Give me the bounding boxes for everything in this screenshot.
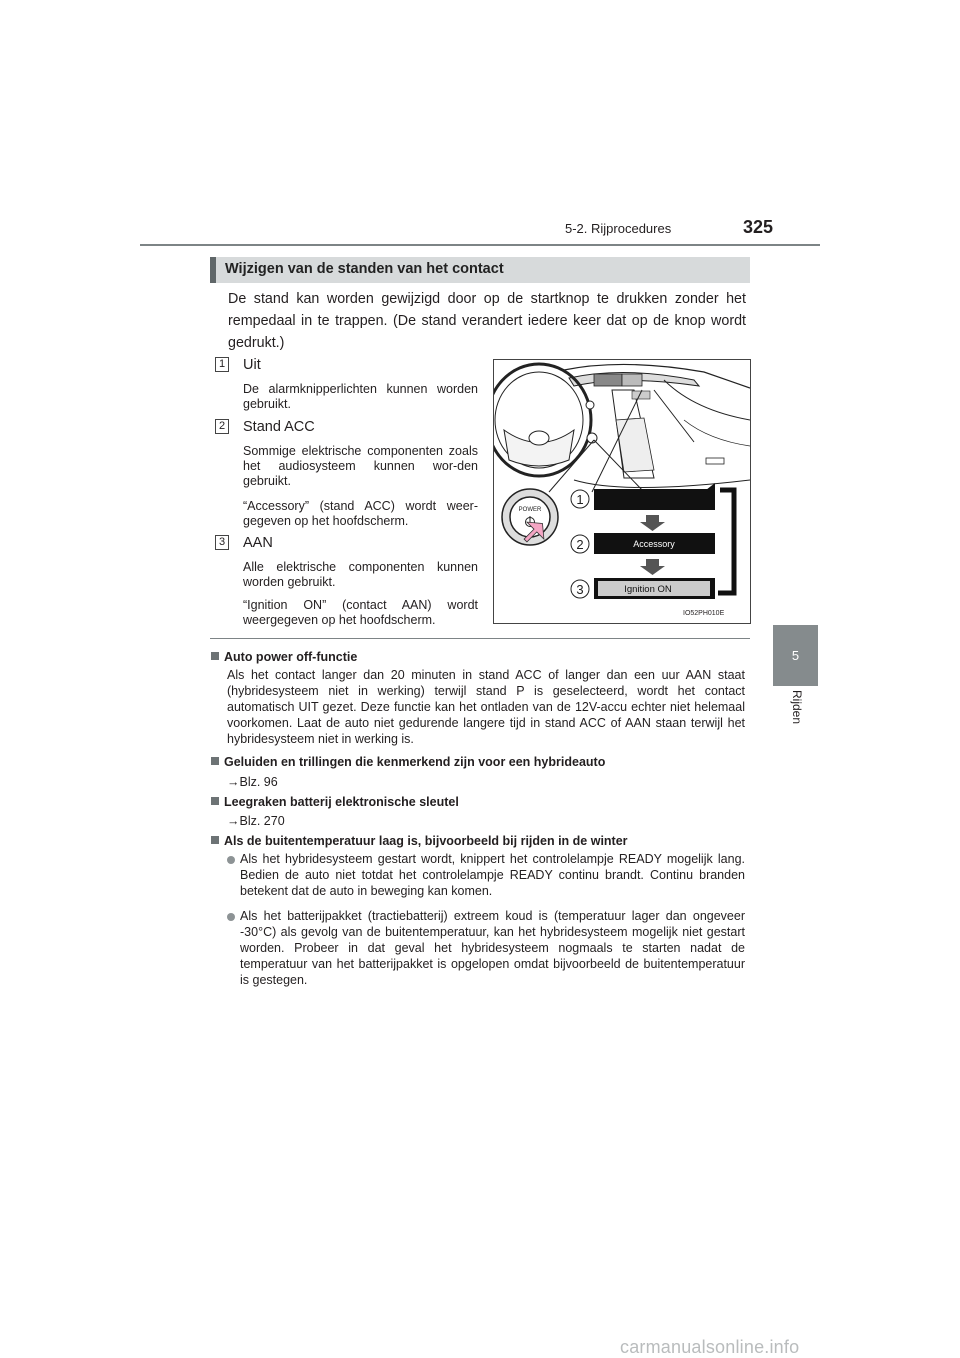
note-ref-3: →Blz. 270	[227, 814, 285, 828]
note-bullet-4b: Als het batterijpakket (tractiebatterij) extreem koud is (temperatuur lager dan ongeveer -30°C) als gevolg van de buitentemperatuur, kan het hybridesysteem mogelijk niet gestart worden. Probeer in dat geval het hybridesysteem nogmaals te starten nadat de temperatuur van het batterijpakket is opgelopen omdat bijvoorbeeld de buitentemperatuur is gestegen.	[240, 909, 745, 987]
note-title-3: Leegraken batterij elektronische sleutel	[224, 795, 459, 809]
item-desc-2a: Sommige elektrische componenten zoals het audiosysteem kunnen wor-den gebruikt.	[243, 444, 478, 488]
note-bullet-4a: Als het hybridesysteem gestart wordt, knippert het controlelampje READY mogelijk lang. Bedien de auto niet totdat het controlelampje READY continu brandt. Continu branden betekent dat de auto in beweging kan komen.	[240, 852, 745, 898]
header-rule	[140, 244, 820, 246]
dashboard-illustration	[493, 359, 751, 624]
note-ref-2: →Blz. 96	[227, 775, 278, 789]
note-title-1: Auto power off-functie	[224, 650, 358, 664]
display-accessory-text: Accessory	[633, 539, 675, 549]
item-title-3: AAN	[243, 535, 273, 551]
step-number-3: 3	[576, 582, 584, 597]
item-number-3: 3	[215, 535, 229, 550]
section-marker	[210, 257, 216, 283]
display-ignition-text: Ignition ON	[624, 584, 672, 595]
item-desc-3a: Alle elektrische componenten kunnen worden gebruikt.	[243, 560, 478, 589]
watermark: carmanualsonline.info	[620, 1337, 800, 1357]
square-bullet-icon	[211, 652, 219, 660]
display-off	[594, 489, 715, 510]
note-body-1: Als het contact langer dan 20 minuten in stand ACC of langer dan een uur AAN staat (hybridesysteem niet in werking) terwijl stand P is geselecteerd, wordt het contact automatisch UIT gezet. Deze functie kan het ontladen van de 12V-accu echter niet helemaal voorkomen. Laat de auto niet gedurende langere tijd in stand ACC of AAN staan terwijl het hybridesysteem niet in werking is.	[227, 668, 745, 746]
bullet-dot-icon	[227, 913, 235, 921]
step-number-2: 2	[576, 537, 584, 552]
dashboard-drawing	[494, 360, 750, 623]
chapter-tab: 5	[773, 625, 818, 686]
item-desc-1: De alarmknipperlichten kunnen worden gebruikt.	[243, 382, 478, 411]
section-divider	[210, 638, 750, 639]
square-bullet-icon	[211, 757, 219, 765]
section-title: Wijzigen van de standen van het contact	[225, 261, 504, 277]
bullet-dot-icon	[227, 856, 235, 864]
chapter-label-text: Rijden	[790, 690, 804, 725]
chapter-label	[790, 690, 804, 750]
item-number-2: 2	[215, 419, 229, 434]
note-heading-1	[211, 650, 357, 664]
square-bullet-icon	[211, 836, 219, 844]
figure-code: IO52PH010E	[683, 610, 725, 617]
note-heading-4	[211, 834, 628, 848]
page-number: 325	[743, 217, 774, 237]
square-bullet-icon	[211, 797, 219, 805]
item-title-1: Uit	[243, 357, 261, 373]
section-intro: De stand kan worden gewijzigd door op de startknop te drukken zonder het rempedaal in te trappen. (De stand verandert iedere keer dat op de knop wordt gedrukt.)	[228, 291, 746, 351]
item-title-2: Stand ACC	[243, 419, 315, 435]
item-desc-3b: “Ignition ON” (contact AAN) wordt weergegeven op het hoofdscherm.	[243, 598, 478, 627]
running-header-section: 5-2. Rijprocedures	[565, 221, 672, 236]
power-button-label: POWER	[518, 507, 542, 513]
step-number-1: 1	[576, 492, 584, 507]
note-heading-3	[211, 795, 459, 809]
item-desc-2b: “Accessory” (stand ACC) wordt weer-gegeven op het hoofdscherm.	[243, 499, 478, 528]
note-heading-2	[211, 755, 605, 769]
note-title-4: Als de buitentemperatuur laag is, bijvoorbeeld bij rijden in de winter	[224, 834, 628, 848]
section-title-bar	[210, 257, 750, 283]
item-number-1: 1	[215, 357, 229, 372]
note-title-2: Geluiden en trillingen die kenmerkend zijn voor een hybrideauto	[224, 755, 606, 769]
